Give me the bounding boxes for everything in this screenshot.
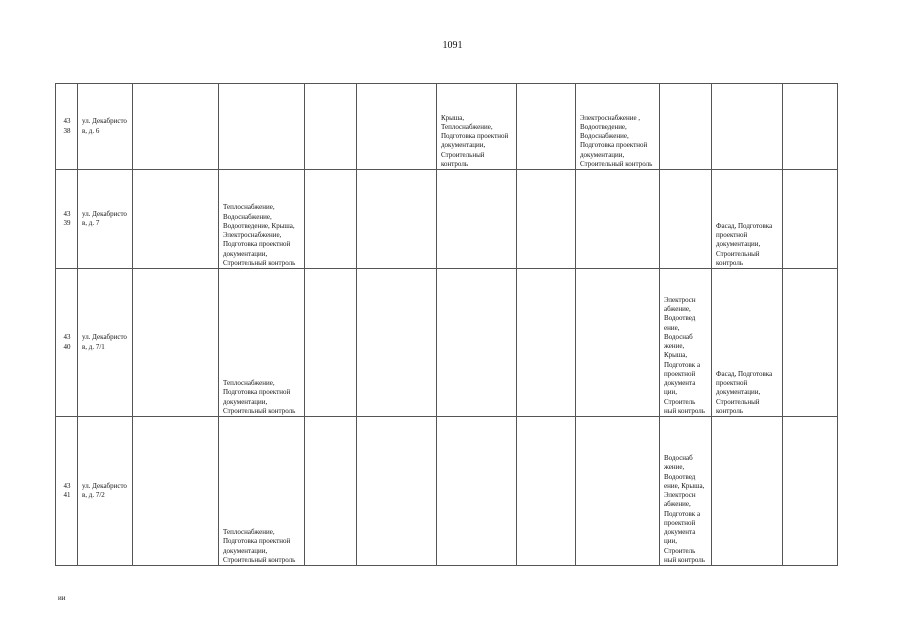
cell-col6 xyxy=(437,417,517,566)
address-cell: ул. Декабристо в, д. 6 xyxy=(78,84,133,170)
cell-col11 xyxy=(783,417,838,566)
address-cell: ул. Декабристо в, д. 7 xyxy=(78,170,133,269)
row-number: 43 41 xyxy=(56,417,78,566)
cell-col7 xyxy=(517,417,576,566)
cell-col9: Водоснаб жение, Водоотвед ение, Крыша, Электросн абжение, Подготовк а проектной документа ции, Строитель ный контроль xyxy=(660,417,712,566)
cell-col4 xyxy=(305,269,357,417)
cell-col7 xyxy=(517,170,576,269)
cell-col8 xyxy=(576,269,660,417)
cell-col4 xyxy=(305,417,357,566)
cell-col4 xyxy=(305,84,357,170)
cell-col5 xyxy=(357,84,437,170)
cell-col7 xyxy=(517,269,576,417)
cell-col11 xyxy=(783,269,838,417)
table-row xyxy=(56,170,838,269)
footer-text: ии xyxy=(58,594,66,602)
cell-col10: Фасад, Подготовка проектной документации, Строительный контроль xyxy=(712,269,783,417)
row-number: 43 40 xyxy=(56,269,78,417)
page-number: 1091 xyxy=(442,40,463,51)
row-number: 43 39 xyxy=(56,170,78,269)
cell-col2 xyxy=(133,84,219,170)
cell-col7 xyxy=(517,84,576,170)
address-cell: ул. Декабристо в, д. 7/2 xyxy=(78,417,133,566)
row-number: 43 38 xyxy=(56,84,78,170)
cell-col11 xyxy=(783,170,838,269)
cell-col8 xyxy=(576,417,660,566)
cell-col10 xyxy=(712,417,783,566)
cell-col10: Фасад, Подготовка проектной документации, Строительный контроль xyxy=(712,170,783,269)
cell-col3: Теплоснабжение, Подготовка проектной документации, Строительный контроль xyxy=(219,269,305,417)
cell-col10 xyxy=(712,84,783,170)
cell-col4 xyxy=(305,170,357,269)
cell-col5 xyxy=(357,269,437,417)
cell-col9: Электросн абжение, Водоотвед ение, Водоснаб жение, Крыша, Подготовк а проектной документа ции, Строитель ный контроль xyxy=(660,269,712,417)
cell-col6 xyxy=(437,170,517,269)
cell-col8 xyxy=(576,170,660,269)
cell-col9 xyxy=(660,84,712,170)
repair-schedule-table xyxy=(55,83,838,566)
cell-col3: Теплоснабжение, Водоснабжение, Водоотведение, Крыша, Электроснабжение, Подготовка проектной документации, Строительный контроль xyxy=(219,170,305,269)
cell-col11 xyxy=(783,84,838,170)
cell-col8: Электроснабжение , Водоотведение, Водоснабжение, Подготовка проектной документации, Строительный контроль xyxy=(576,84,660,170)
cell-col2 xyxy=(133,269,219,417)
cell-col6 xyxy=(437,269,517,417)
cell-col5 xyxy=(357,170,437,269)
address-cell: ул. Декабристо в, д. 7/1 xyxy=(78,269,133,417)
table-row xyxy=(56,417,838,566)
table-row xyxy=(56,84,838,170)
cell-col5 xyxy=(357,417,437,566)
cell-col2 xyxy=(133,417,219,566)
cell-col3 xyxy=(219,84,305,170)
cell-col2 xyxy=(133,170,219,269)
cell-col3: Теплоснабжение, Подготовка проектной документации, Строительный контроль xyxy=(219,417,305,566)
cell-col9 xyxy=(660,170,712,269)
table-row xyxy=(56,269,838,417)
cell-col6: Крыша, Теплоснабжение, Подготовка проектной документации, Строительный контроль xyxy=(437,84,517,170)
